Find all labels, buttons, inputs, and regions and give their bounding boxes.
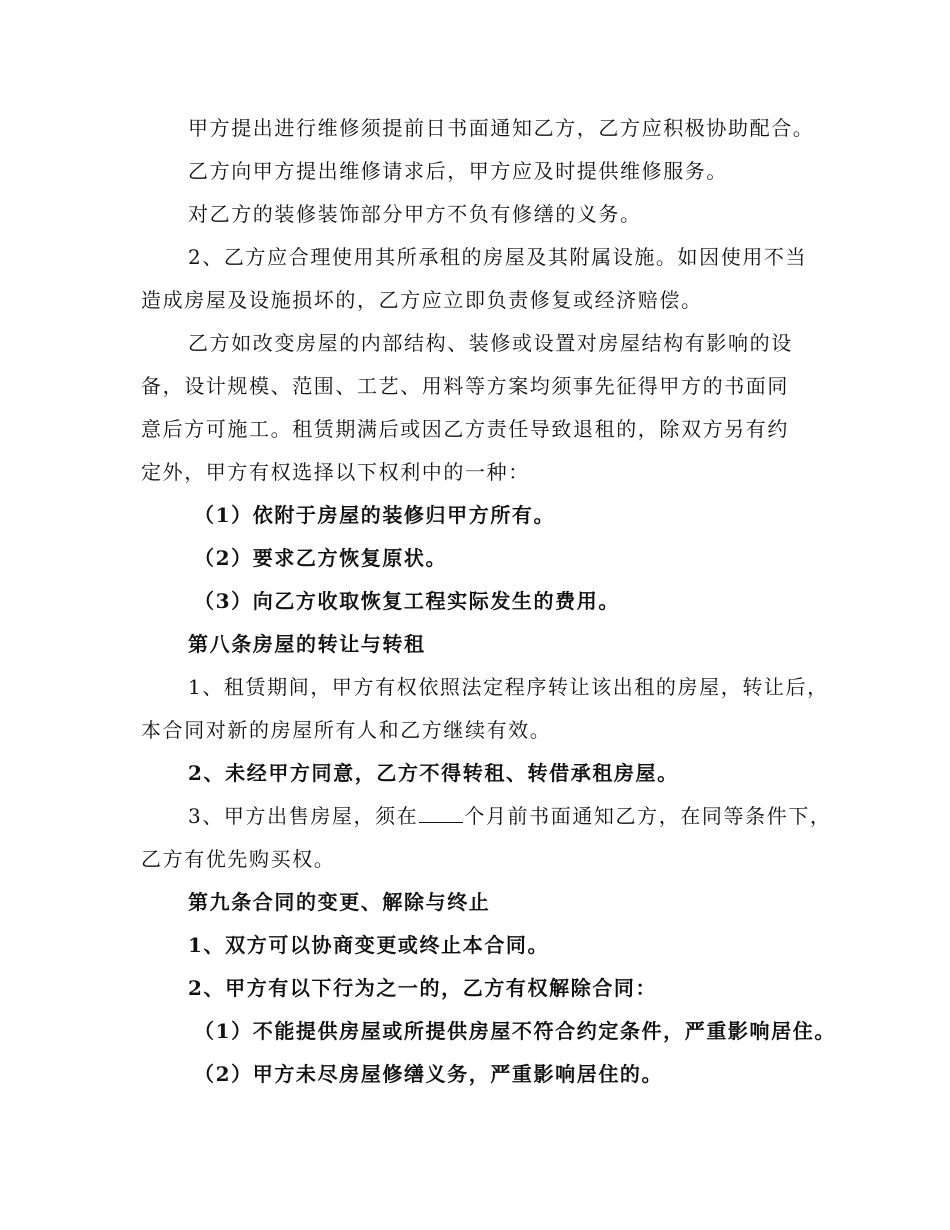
- paragraph-line: 2、未经甲方同意，乙方不得转租、转借承租房屋。: [188, 761, 679, 785]
- paragraph-line: 2、乙方应合理使用其所承租的房屋及其附属设施。如因使用不当: [188, 245, 808, 269]
- paragraph-line: 定外，甲方有权选择以下权利中的一种：: [141, 460, 530, 484]
- paragraph-line: 乙方有优先购买权。: [141, 847, 336, 871]
- paragraph-line: 甲方提出进行维修须提前日书面通知乙方，乙方应积极协助配合。: [188, 116, 815, 140]
- list-item: （1）不能提供房屋或所提供房屋不符合约定条件，严重影响居住。: [194, 1019, 836, 1043]
- section-heading: 第九条合同的变更、解除与终止: [188, 890, 491, 914]
- fill-in-blank: [419, 804, 463, 823]
- list-item: （3）向乙方收取恢复工程实际发生的费用。: [194, 589, 620, 613]
- paragraph-line: 意后方可施工。租赁期满后或因乙方责任导致退租的，除双方另有约: [141, 417, 789, 441]
- paragraph-line: 对乙方的装修装饰部分甲方不负有修缮的义务。: [188, 202, 642, 226]
- paragraph-line: [188, 802, 832, 830]
- paragraph-line: 1、租赁期间，甲方有权依照法定程序转让该出租的房屋，转让后，: [188, 675, 829, 699]
- section-heading: 第八条房屋的转让与转租: [188, 632, 426, 656]
- paragraph-line: 乙方如改变房屋的内部结构、装修或设置对房屋结构有影响的设: [188, 331, 793, 355]
- list-item: （2）甲方未尽房屋修缮义务，严重影响居住的。: [194, 1062, 664, 1086]
- paragraph-line: 乙方向甲方提出维修请求后，甲方应及时提供维修服务。: [188, 159, 728, 183]
- text-segment: 3、甲方出售房屋，须在: [188, 804, 419, 828]
- text-segment: 个月前书面通知乙方，在同等条件下，: [464, 804, 832, 828]
- list-item: （2）要求乙方恢复原状。: [194, 546, 448, 570]
- paragraph-line: 本合同对新的房屋所有人和乙方继续有效。: [141, 718, 552, 742]
- paragraph-line: 造成房屋及设施损坏的，乙方应立即负责修复或经济赔偿。: [141, 288, 703, 312]
- paragraph-line: 2、甲方有以下行为之一的，乙方有权解除合同：: [188, 976, 658, 1000]
- paragraph-line: 1、双方可以协商变更或终止本合同。: [188, 933, 550, 957]
- paragraph-line: 备，设计规模、范围、工艺、用料等方案均须事先征得甲方的书面同: [141, 374, 789, 398]
- list-item: （1）依附于房屋的装修归甲方所有。: [194, 503, 556, 527]
